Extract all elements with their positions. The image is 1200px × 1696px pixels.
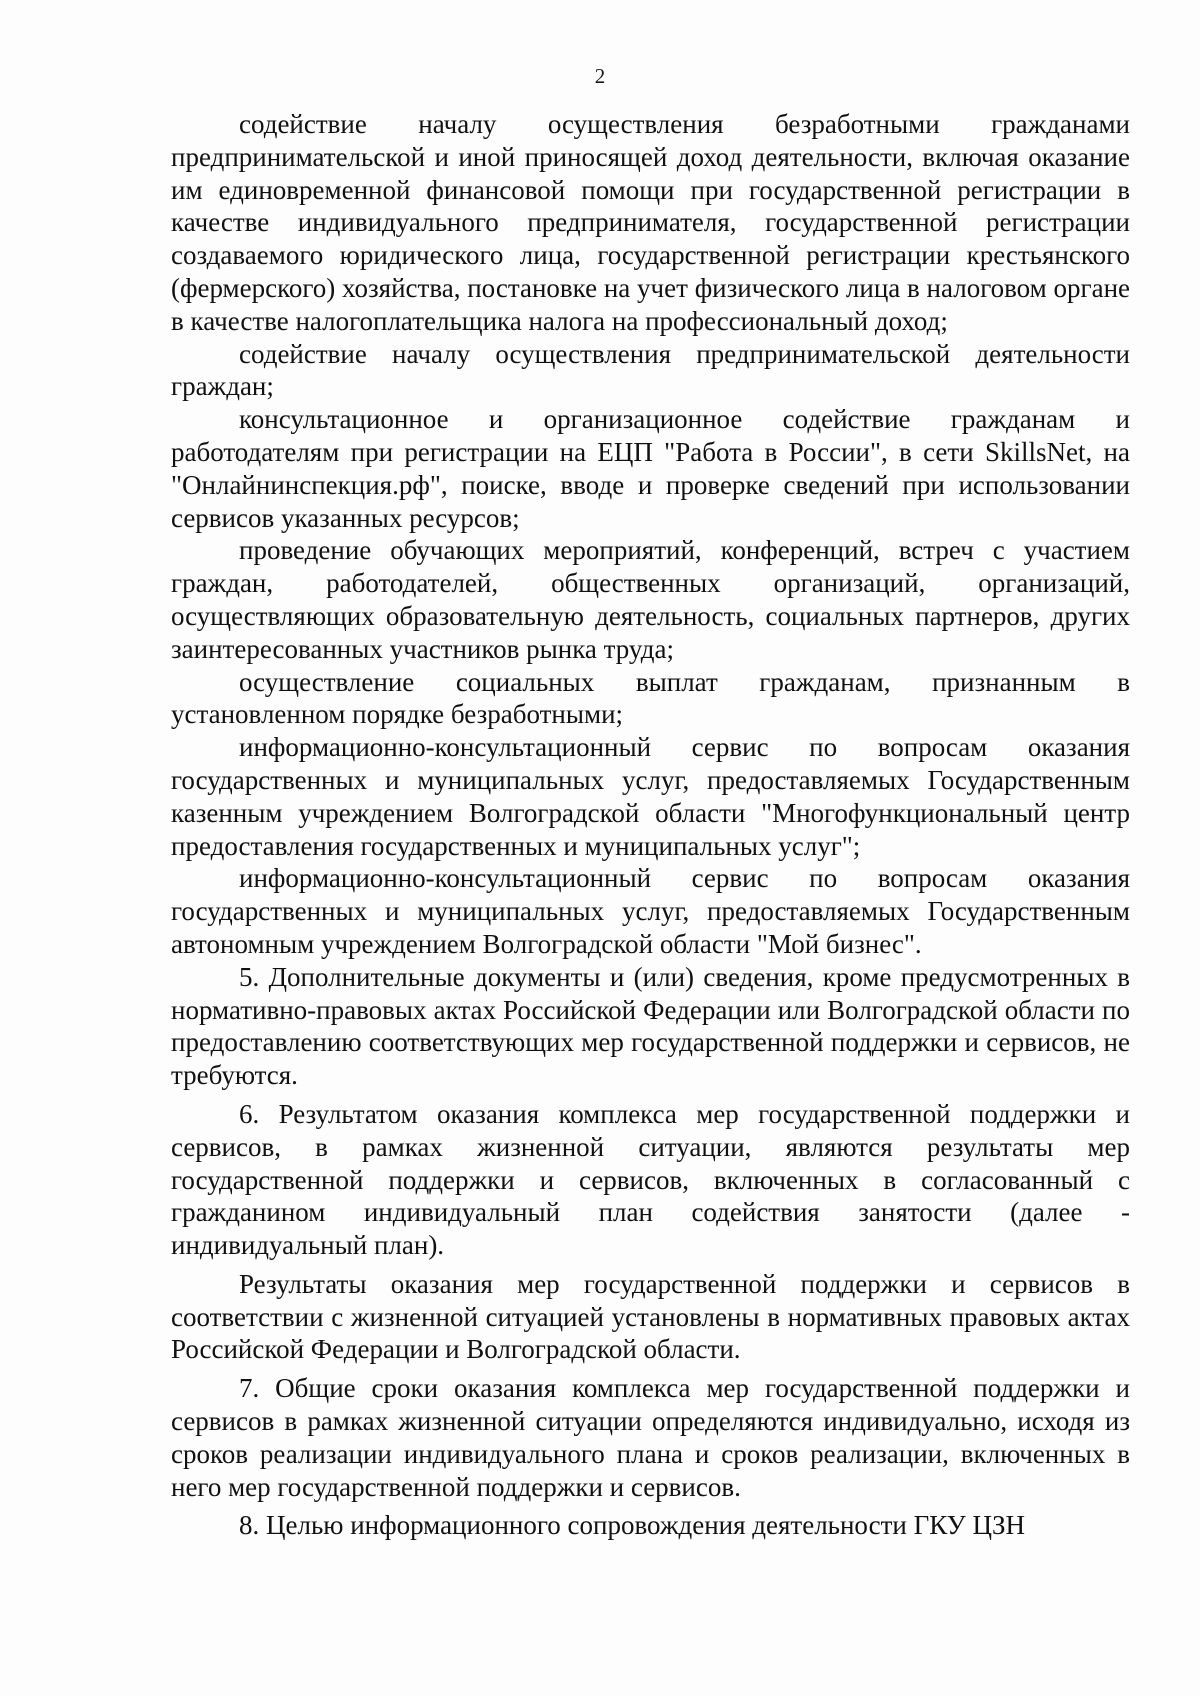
paragraph: 5. Дополнительные документы и (или) сведения, кроме предусмотренных в нормативно-правовых актах Российской Федерации или Волгоградской области по предоставлению соответствующих мер государственной поддержки и сервисов, не требуются. xyxy=(171,961,1130,1091)
paragraph: содействие началу осуществления предпринимательской деятельности граждан; xyxy=(171,338,1130,402)
paragraph: осуществление социальных выплат гражданам, признанным в установленном порядке безработными; xyxy=(171,666,1130,730)
page-number: 2 xyxy=(594,64,606,88)
paragraph: 6. Результатом оказания комплекса мер государственной поддержки и сервисов, в рамках жизненной ситуации, являются результаты мер государственной поддержки и сервисов, включенных в согласованный с гражданином индивидуальный план содействия занятости (далее - индивидуальный план). xyxy=(171,1098,1130,1261)
paragraph: информационно-консультационный сервис по вопросам оказания государственных и муниципальных услуг, предоставляемых Государственным казенным учреждением Волгоградской области "Многофункциональный центр предоставления государственных и муниципальных услуг"; xyxy=(171,732,1130,861)
paragraph: содействие началу осуществления безработными гражданами предпринимательской и иной приносящей доход деятельности, включая оказание им единовременной финансовой помощи при государственной регистрации в качестве индивидуального предпринимателя, государственной регистрации создаваемого юридического лица, государственной регистрации крестьянского (фермерского) хозяйства, постановке на учет физического лица в налоговом органе в качестве налогоплательщика налога на профессиональный доход; xyxy=(171,109,1130,336)
paragraph: 7. Общие сроки оказания комплекса мер государственной поддержки и сервисов в рамках жизненной ситуации определяются индивидуально, исходя из сроков реализации индивидуального плана и сроков реализации, включенных в него мер государственной поддержки и сервисов. xyxy=(171,1373,1130,1502)
paragraph: 8. Целью информационного сопровождения деятельности ГКУ ЦЗН xyxy=(239,1510,1026,1541)
document-body xyxy=(171,108,1130,1542)
paragraph: консультационное и организационное содействие гражданам и работодателям при регистрации на ЕЦП "Работа в России", в сети SkillsNet, на "Онлайнинспекция.рф", поиске, вводе и проверке сведений при использовании сервисов указанных ресурсов; xyxy=(171,404,1130,533)
paragraph: проведение обучающих мероприятий, конференций, встреч с участием граждан, работодателей, общественных организаций, организаций, осуществляющих образовательную деятельность, социальных партнеров, других заинтересованных участников рынка труда; xyxy=(171,535,1130,664)
paragraph: Результаты оказания мер государственной поддержки и сервисов в соответствии с жизненной ситуацией установлены в нормативных правовых актах Российской Федерации и Волгоградской области. xyxy=(171,1268,1130,1365)
paragraph: информационно-консультационный сервис по вопросам оказания государственных и муниципальных услуг, предоставляемых Государственным автономным учреждением Волгоградской области "Мой бизнес". xyxy=(171,863,1130,959)
